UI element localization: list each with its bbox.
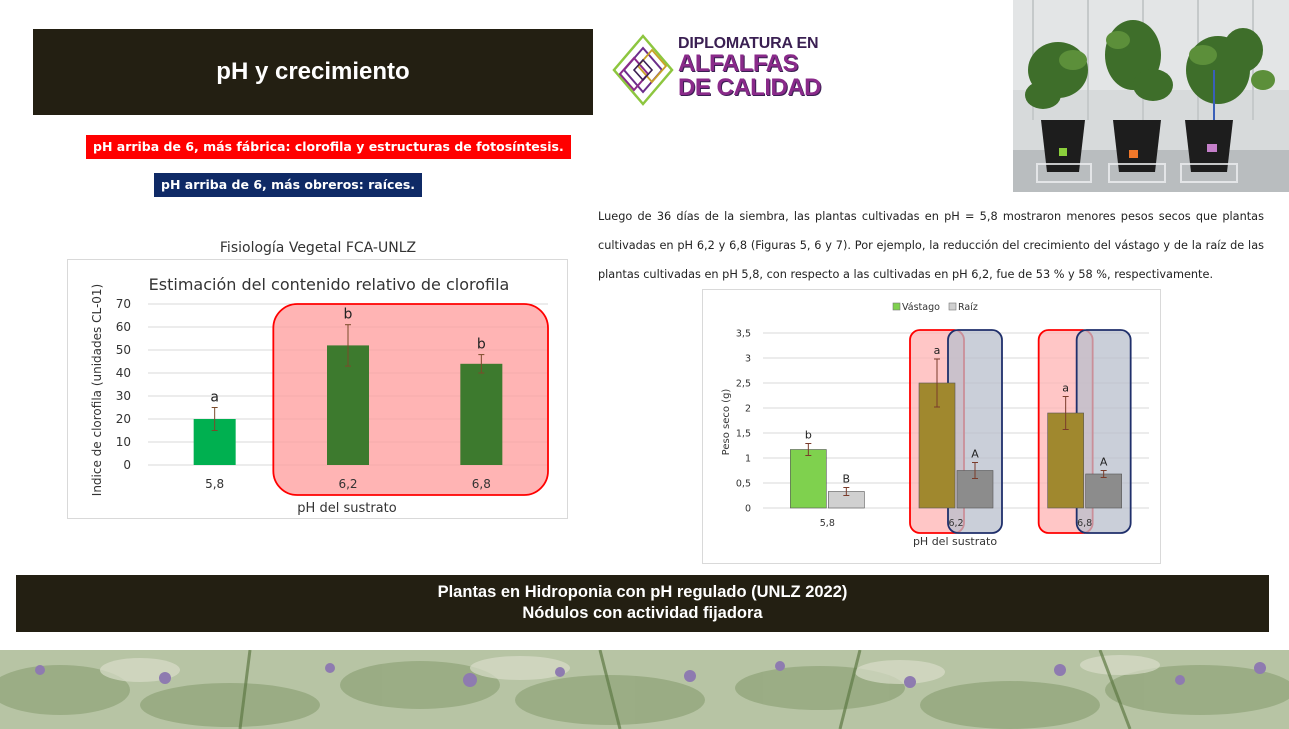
diplomatura-logo	[612, 34, 842, 106]
footer-line-1: Plantas en Hidroponia con pH regulado (UNLZ 2022)	[437, 583, 848, 601]
plants-photo	[1013, 0, 1289, 192]
chart2-y-tick-label: 0,5	[735, 478, 751, 490]
chart1-y-tick-label: 40	[115, 366, 131, 380]
chart2-significance-letter: A	[1099, 455, 1108, 469]
chart1-y-tick-label: 20	[115, 412, 131, 426]
footer-line-2: Nódulos con actividad fijadora	[522, 604, 763, 622]
chart1-bar	[460, 364, 502, 465]
chlorophyll-chart-svg	[68, 260, 567, 518]
chart2-legend-swatch	[949, 303, 956, 310]
chart2-significance-letter: B	[842, 472, 851, 486]
chlorophyll-chart	[67, 259, 568, 519]
chart1-significance-letter: a	[210, 389, 219, 406]
chart1-y-tick-label: 50	[115, 343, 131, 357]
chart2-y-tick-label: 3	[744, 353, 751, 365]
chart2-legend-label: Vástago	[902, 302, 940, 313]
page-title: pH y crecimiento	[216, 58, 410, 85]
chart2-legend-swatch	[893, 303, 900, 310]
chart2-y-tick-label: 2	[744, 403, 751, 415]
chart1-y-tick-label: 0	[123, 458, 131, 472]
chart2-significance-letter: a	[1062, 381, 1070, 395]
logo-line-1: DIPLOMATURA EN	[678, 35, 819, 52]
chart2-x-tick-label: 6,2	[948, 518, 964, 529]
chart1-y-tick-label: 10	[115, 435, 131, 449]
chart1-y-tick-label: 60	[115, 320, 131, 334]
chart2-legend-label: Raíz	[958, 302, 978, 313]
red-note: pH arriba de 6, más fábrica: clorofila y estructuras de fotosíntesis.	[86, 135, 571, 159]
chart1-x-axis-label: pH del sustrato	[297, 501, 397, 516]
chart1-title: Estimación del contenido relativo de clorofila	[148, 275, 510, 294]
chart1-y-axis-label: Indice de clorofila (unidades CL-01)	[90, 283, 104, 497]
chart1-significance-letter: b	[343, 306, 353, 323]
chart1-y-tick-label: 70	[115, 297, 131, 311]
figure-caption: Fisiología Vegetal FCA-UNLZ	[219, 240, 417, 256]
chart2-bar	[1086, 474, 1122, 508]
alfalfa-background-image	[0, 650, 1289, 729]
chart2-y-axis-label: Peso seco (g)	[721, 388, 732, 456]
logo-text	[678, 36, 821, 100]
results-paragraph: Luego de 36 días de la siembra, las plantas cultivadas en pH = 5,8 mostraron menores pesos secos que plantas cultivadas en pH 6,2 y 6,8 (Figuras 5, 6 y 7). Por ejemplo, la reducción del crecimiento del vástago y de la raíz de las plantas cultivadas en pH 5,8, con respecto a las cultivadas en pH 6,2, fue de 53 % y 58 %, respectivamente.	[598, 210, 1264, 281]
chart1-x-tick-label: 6,2	[338, 477, 358, 491]
chart2-y-tick-label: 1,5	[735, 428, 751, 440]
logo-diamond-icon	[612, 34, 674, 106]
chart2-significance-letter: b	[804, 428, 812, 442]
dry-weight-chart-svg	[703, 290, 1160, 563]
chart2-x-tick-label: 6,8	[1077, 518, 1093, 529]
chart2-y-tick-label: 1	[744, 453, 751, 465]
dry-weight-chart	[702, 289, 1161, 564]
chart2-significance-letter: A	[971, 447, 979, 461]
chart2-y-tick-label: 3,5	[735, 328, 751, 340]
logo-line-2: ALFALFAS	[678, 50, 798, 77]
chart2-x-tick-label: 5,8	[819, 518, 835, 529]
chart2-significance-letter: a	[933, 344, 941, 357]
footer-banner	[16, 575, 1269, 632]
chart1-x-tick-label: 6,8	[471, 477, 491, 491]
blue-note: pH arriba de 6, más obreros: raíces.	[154, 173, 422, 197]
chart1-significance-letter: b	[476, 336, 486, 353]
chart2-y-tick-label: 2,5	[735, 378, 751, 390]
chart1-highlight-box	[273, 304, 548, 495]
chart2-bar	[790, 450, 826, 509]
title-banner	[33, 29, 593, 115]
chart2-y-tick-label: 0	[744, 503, 751, 515]
logo-line-3: DE CALIDAD	[678, 74, 821, 101]
chart1-x-tick-label: 5,8	[205, 477, 225, 491]
chart1-y-tick-label: 30	[115, 389, 131, 403]
chart2-x-axis-label: pH del sustrato	[912, 535, 998, 548]
